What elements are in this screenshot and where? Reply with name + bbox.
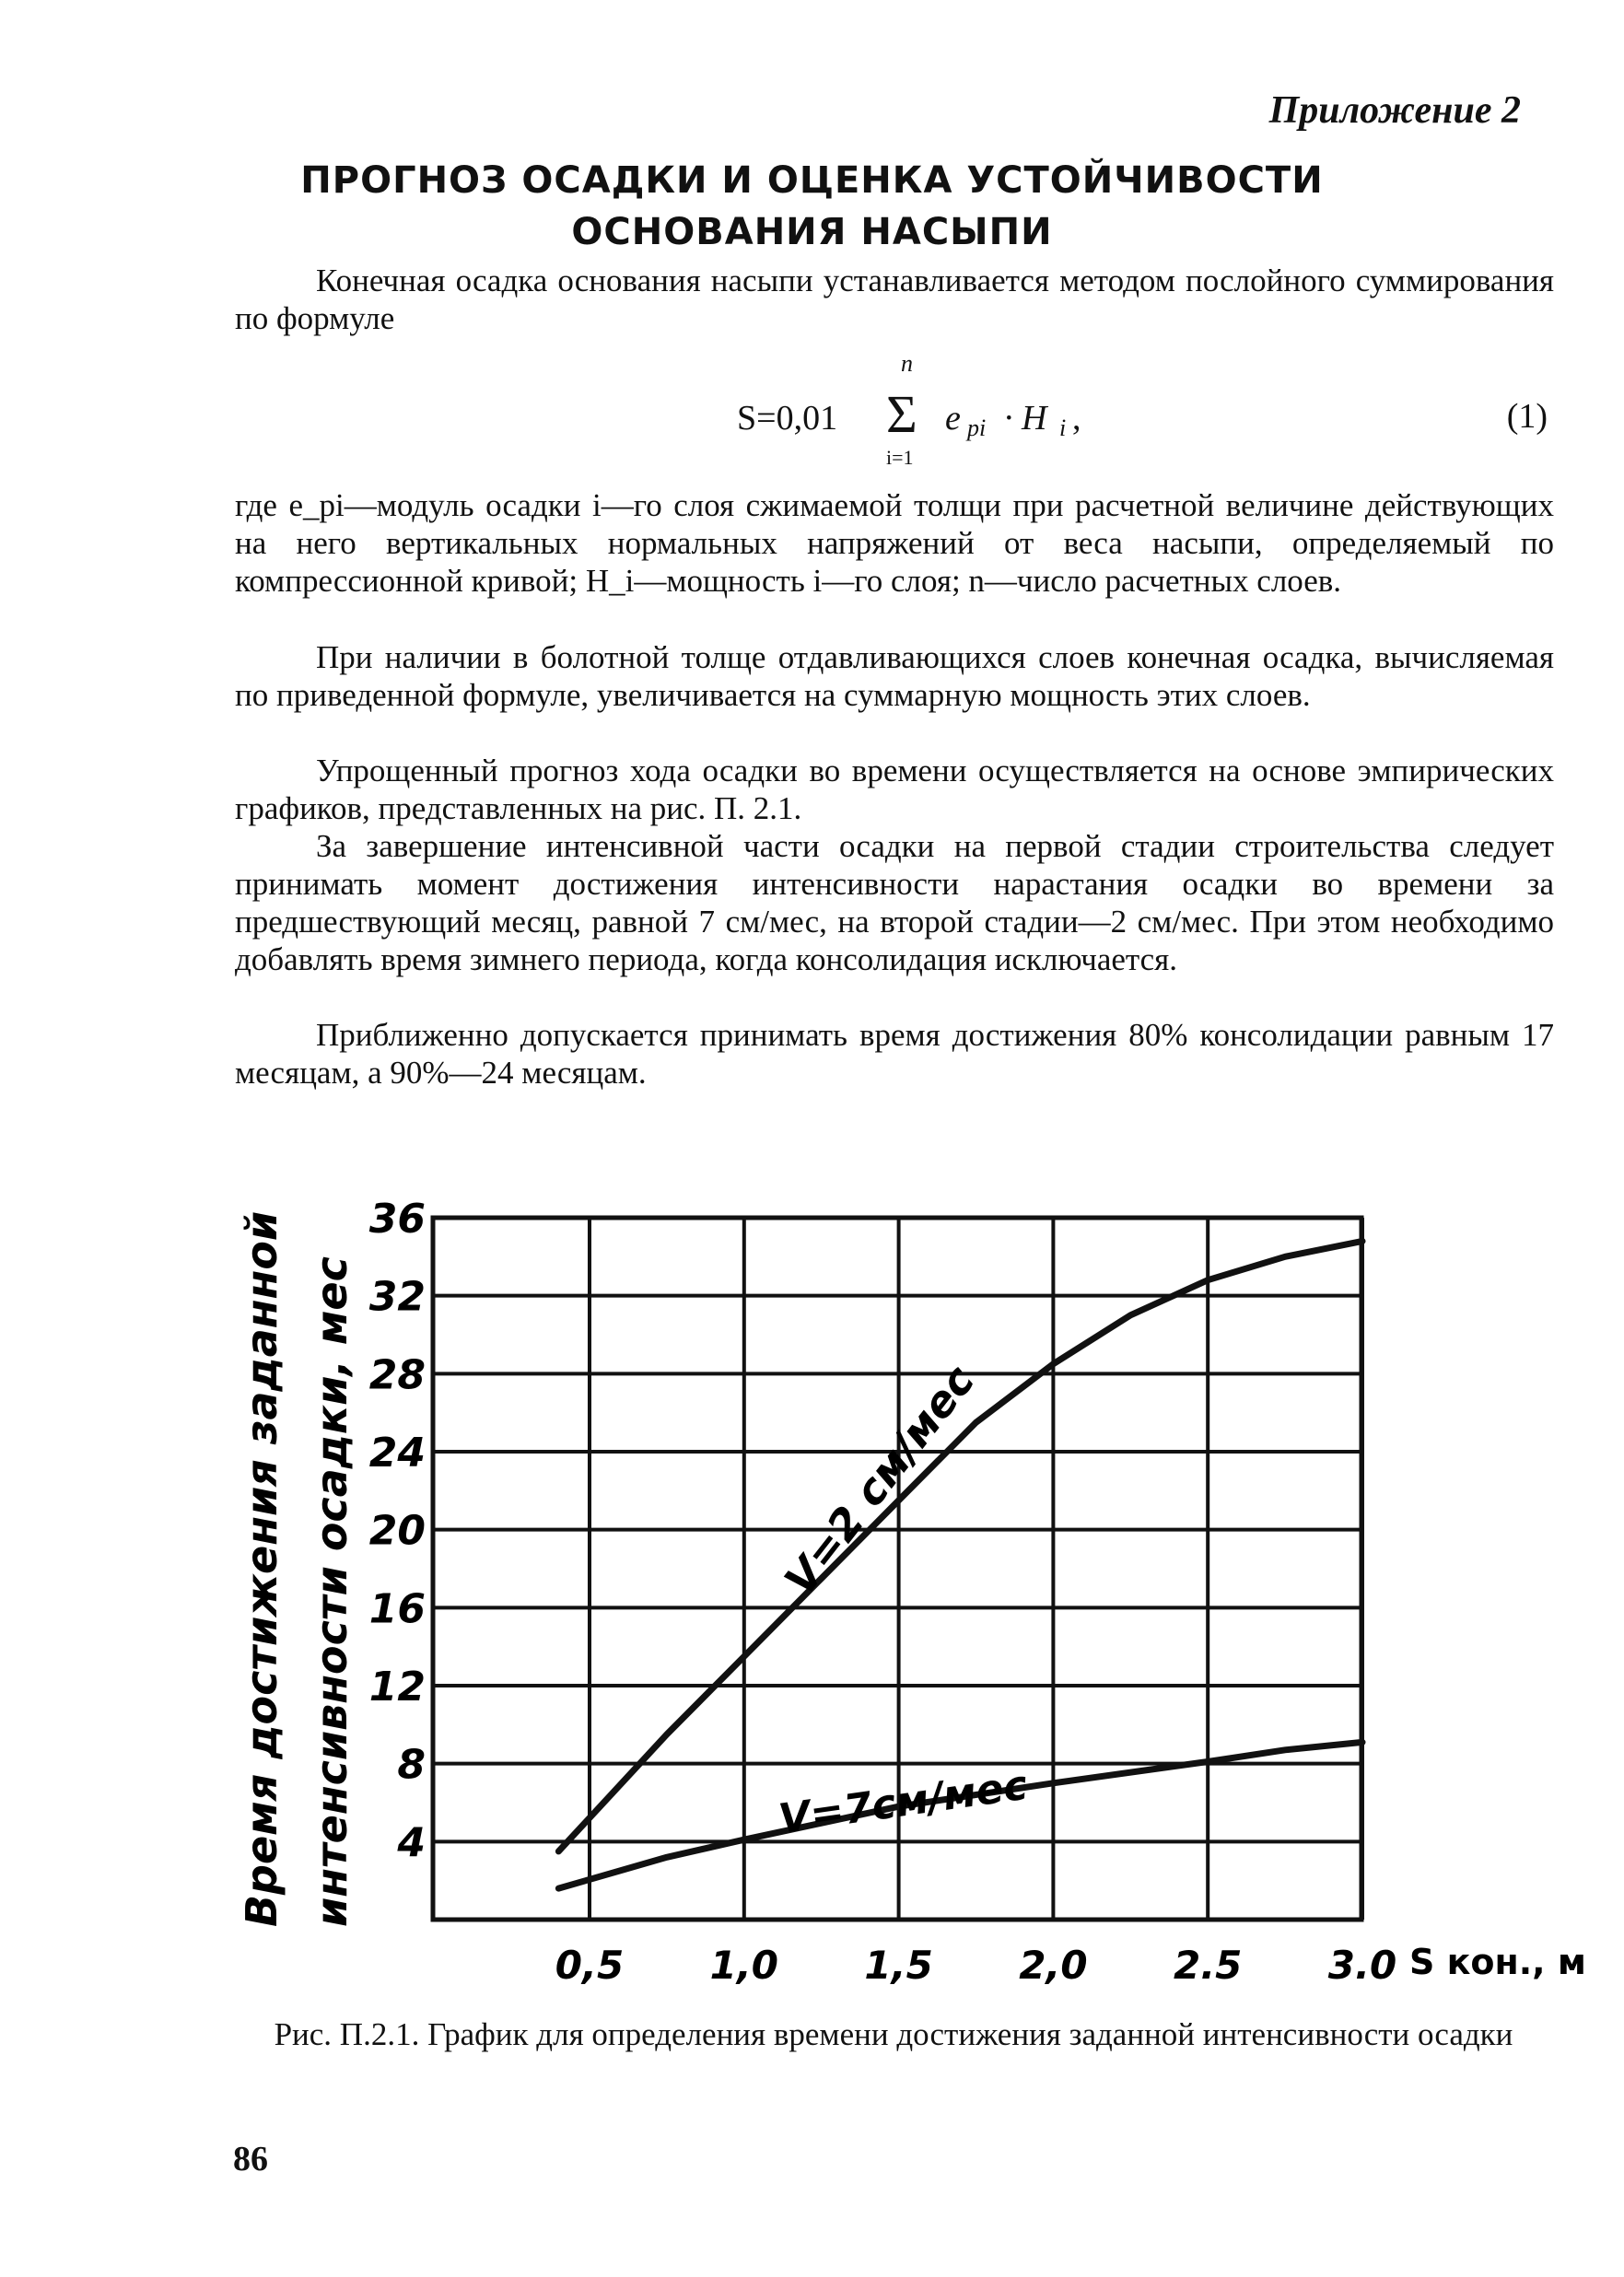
y-tick-label: 36 xyxy=(368,1196,426,1243)
formula-upper-limit: n xyxy=(901,350,913,377)
x-tick-label: 2,0 xyxy=(1019,1943,1088,1988)
y-tick-label: 32 xyxy=(368,1273,426,1321)
x-tick-label: 1,0 xyxy=(709,1943,779,1988)
section-title-line1: ПРОГНОЗ ОСАДКИ И ОЦЕНКА УСТОЙЧИВОСТИ xyxy=(300,159,1324,202)
intro-text: Конечная осадка основания насыпи устанавливается методом послойного суммирования по формуле xyxy=(235,263,1554,336)
formula-comma: , xyxy=(1072,399,1081,438)
paragraph-text: где e_pi—модуль осадки i—го слоя сжимаемой толщи при расчетной величине действующих на него вертикальных нормальных напряжений от веса насыпи, определяемый по компрессионной кривой; H_i—мощность i—го слоя; n—число расчетных слоев. xyxy=(235,487,1554,599)
y-tick-label: 12 xyxy=(368,1664,426,1711)
x-tick-label: 3.0 xyxy=(1327,1943,1397,1988)
y-tick-label: 8 xyxy=(397,1741,426,1789)
y-tick-labels xyxy=(369,1196,426,1866)
series-label-v2: V=2 см/мес xyxy=(775,1356,985,1605)
formula-sub-pi: pi xyxy=(967,415,987,441)
series-label-v7: V=7см/мес xyxy=(776,1761,1031,1843)
y-axis-label-line2: интенсивности осадки, мес xyxy=(307,1256,356,1927)
paragraph-text: За завершение интенсивной части осадки на первой стадии строительства следует принимать момент достижения интенсивности нарастания осадки во времени за предшествующий месяц, равной 7 см/мес, на второй стадии—2 см/мес. При этом необходимо добавлять время зимнего периода, когда консолидация исключается. xyxy=(235,828,1554,977)
x-axis-label: S кон., м xyxy=(1409,1942,1586,1982)
formula-lhs: S=0,01 xyxy=(737,399,838,438)
y-tick-label: 28 xyxy=(368,1351,426,1399)
formula-body-e: e xyxy=(945,399,961,438)
paragraph-text: При наличии в болотной толще отдавливающихся слоев конечная осадка, вычисляемая по приведенной формуле, увеличивается на суммарную мощность этих слоев. xyxy=(235,639,1554,713)
series-line-v2 xyxy=(558,1241,1362,1851)
y-tick-label: 20 xyxy=(368,1507,426,1555)
x-tick-labels xyxy=(555,1943,1396,1988)
y-tick-label: 24 xyxy=(368,1430,426,1477)
y-tick-label: 16 xyxy=(368,1585,426,1633)
formula-sum-sign: Σ xyxy=(886,384,917,444)
appendix-label: Приложение 2 xyxy=(1268,89,1521,132)
paragraph-text: Упрощенный прогноз хода осадки во времени осуществляется на основе эмпирических графиков, представленных на рис. П. 2.1. xyxy=(235,753,1554,826)
formula-sub-i: i xyxy=(1059,415,1067,441)
page-number: 86 xyxy=(233,2140,268,2178)
y-axis-label-line1: Время достижения заданной xyxy=(237,1210,286,1927)
formula-number: (1) xyxy=(1506,397,1548,436)
figure-caption: Рис. П.2.1. График для определения времени достижения заданной интенсивности осадки xyxy=(274,2016,1513,2052)
y-tick-label: 4 xyxy=(397,1819,426,1867)
formula-lower-limit: i=1 xyxy=(886,446,914,469)
section-title-line2: ОСНОВАНИЯ НАСЫПИ xyxy=(571,211,1053,253)
paragraph-text: Приближенно допускается принимать время достижения 80% консолидации равным 17 месяцам, а 90%—24 месяцам. xyxy=(235,1017,1554,1091)
x-tick-label: 0,5 xyxy=(555,1943,625,1988)
x-tick-label: 2.5 xyxy=(1173,1943,1243,1988)
formula-body-h: · H xyxy=(1004,399,1047,438)
x-tick-label: 1,5 xyxy=(864,1943,933,1988)
